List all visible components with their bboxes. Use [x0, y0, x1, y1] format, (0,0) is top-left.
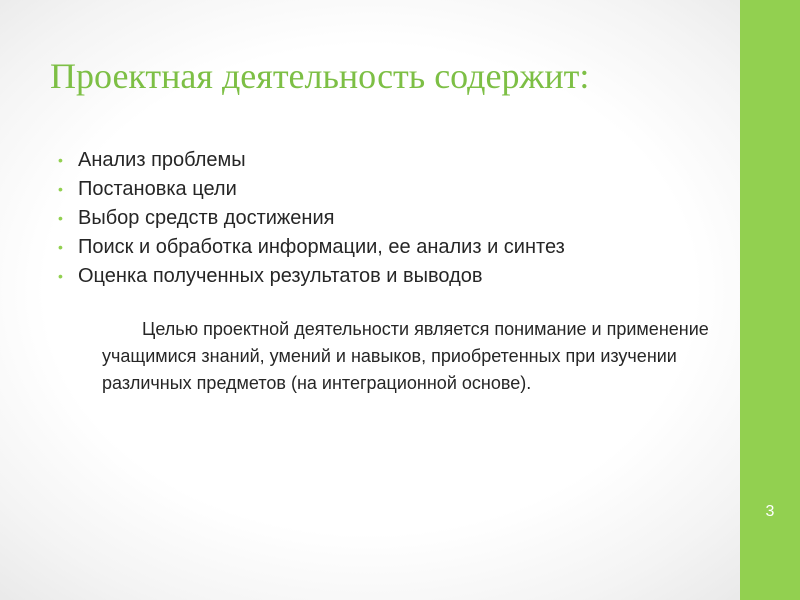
bullet-item — [58, 175, 718, 204]
slide-number: 3 — [765, 503, 775, 520]
slide-title: Проектная деятельность содержит: — [50, 56, 590, 96]
bullet-item — [58, 262, 718, 291]
bullet-text: Оценка полученных результатов и выводов — [78, 265, 483, 287]
bullet-icon: • — [58, 268, 63, 284]
bullet-text: Постановка цели — [78, 178, 237, 200]
bullet-text: Поиск и обработка информации, ее анализ и синтез — [78, 236, 565, 258]
bullet-list — [58, 146, 718, 291]
bullet-item — [58, 146, 718, 175]
bullet-text: Выбор средств достижения — [78, 207, 335, 229]
bullet-item — [58, 233, 718, 262]
bullet-icon: • — [58, 210, 63, 226]
bullet-icon: • — [58, 181, 63, 197]
bullet-icon: • — [58, 239, 63, 255]
bullet-item — [58, 204, 718, 233]
goal-paragraph: Целью проектной деятельности является понимание и применение учащимися знаний, умений и навыков, приобретенных при изучении различных предметов (на интеграционной основе). — [102, 319, 709, 393]
bullet-text: Анализ проблемы — [78, 149, 246, 171]
bullet-icon: • — [58, 152, 63, 168]
